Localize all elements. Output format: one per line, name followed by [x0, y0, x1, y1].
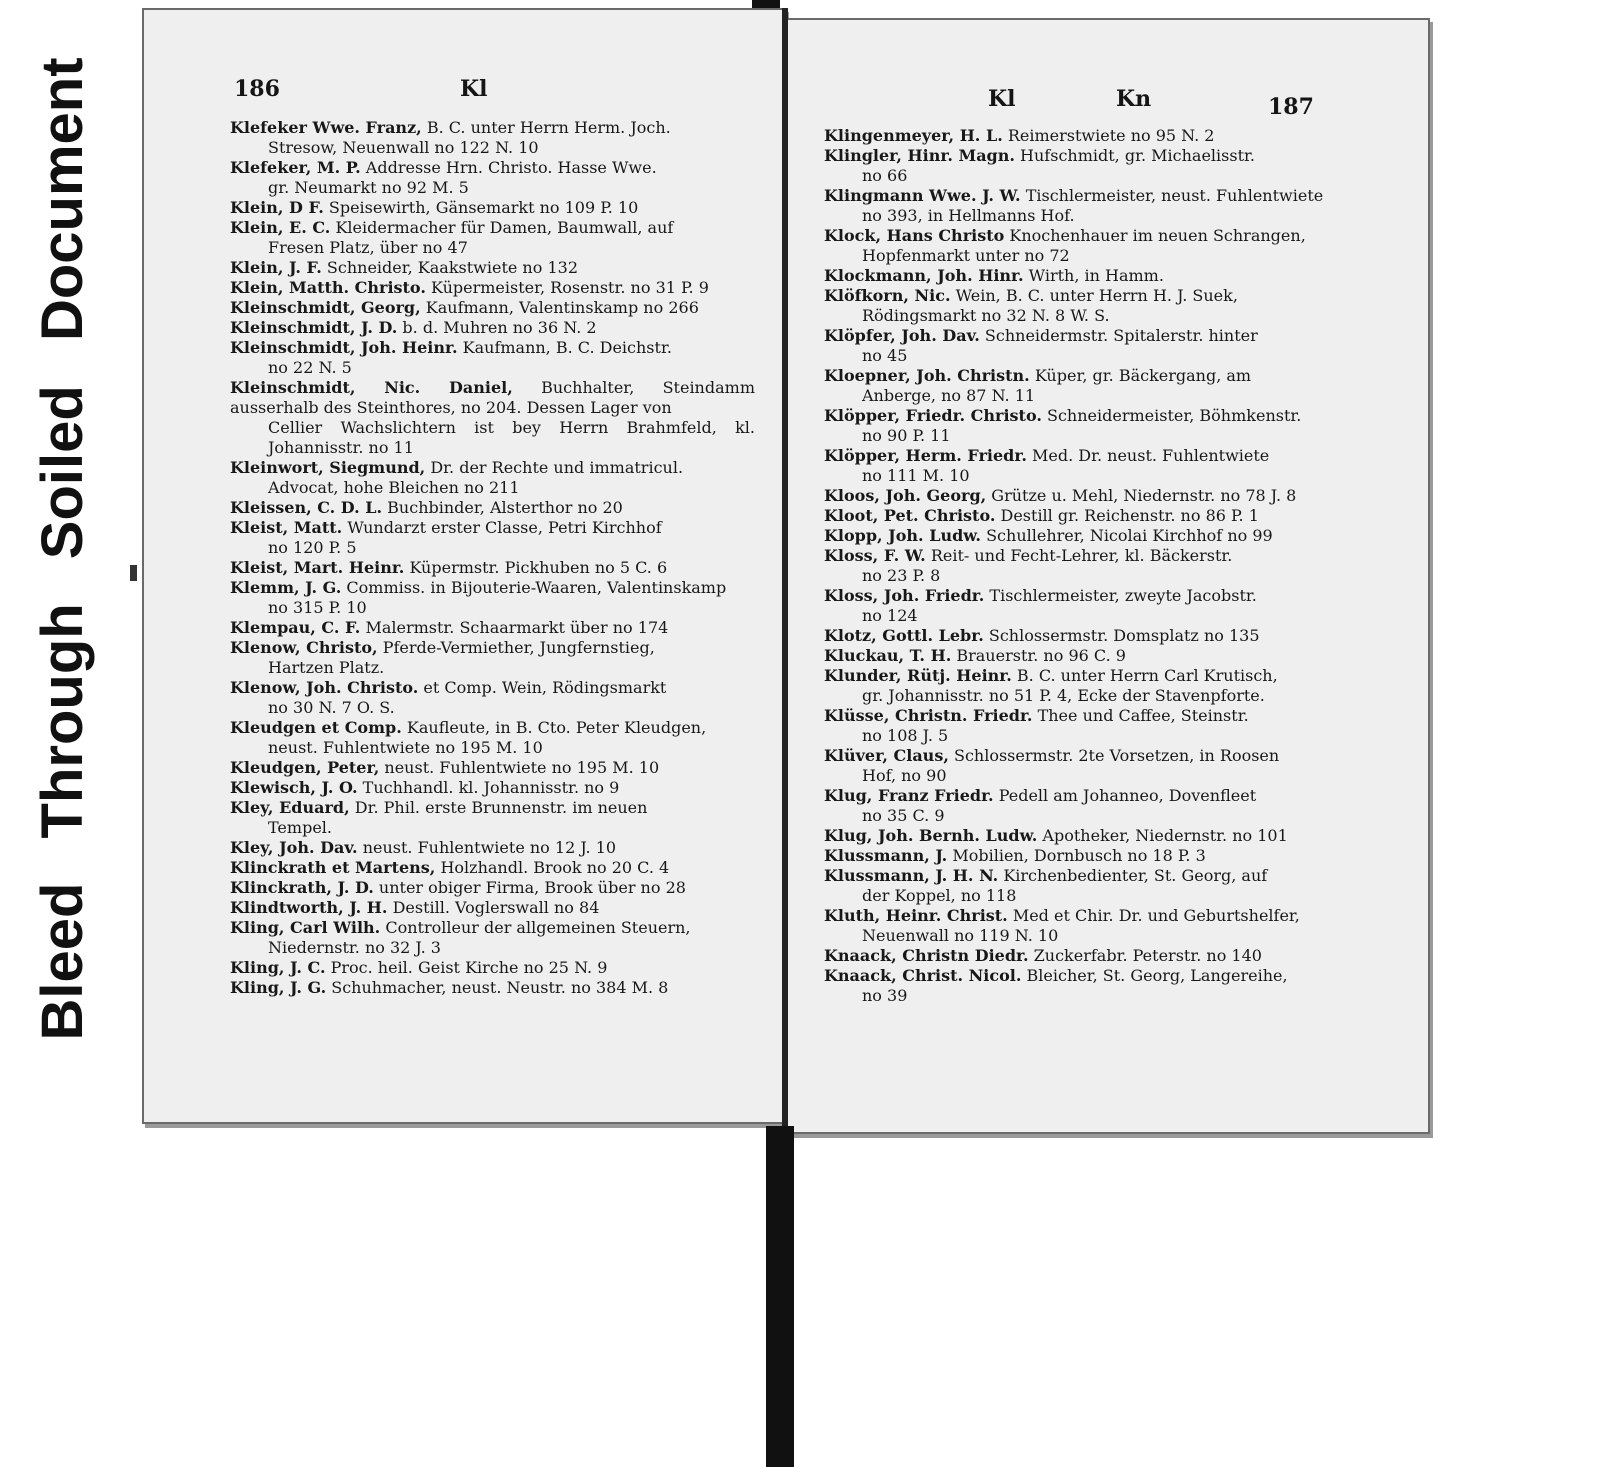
entry-text: Med et Chir. Dr. und Geburtshelfer,: [1012, 906, 1300, 925]
entry-first-line: [824, 626, 1348, 646]
directory-entry: [824, 526, 1348, 546]
directory-entry: [230, 258, 755, 278]
entry-name: Kling, J. G.: [230, 978, 327, 997]
directory-entry: [230, 298, 755, 318]
left-head-key: Kl: [460, 76, 488, 102]
entry-name: Kleinwort, Siegmund,: [230, 458, 426, 477]
entry-name: Kleudgen, Peter,: [230, 758, 380, 777]
entry-text: Wundarzt erster Classe, Petri Kirchhof: [347, 518, 662, 537]
entry-first-line: [230, 878, 755, 898]
entry-text: Pedell am Johanneo, Dovenfleet: [998, 786, 1257, 805]
entry-first-line: [230, 498, 755, 518]
entry-name: Klefeker Wwe. Franz,: [230, 118, 422, 137]
entry-first-line: [230, 338, 755, 358]
entry-text: Tischlermeister, neust. Fuhlentwiete: [1025, 186, 1324, 205]
entry-continuation: Tempel.: [268, 818, 332, 837]
directory-entry: [230, 618, 755, 638]
directory-entry: [824, 826, 1348, 846]
right-head-key-1: Kl: [988, 86, 1016, 112]
entry-text: Kleidermacher für Damen, Baumwall, auf: [335, 218, 674, 237]
spine-tab-bottom: [766, 1126, 794, 1467]
entry-text: Reimerstwiete no 95 N. 2: [1007, 126, 1215, 145]
entry-continuation: no 39: [862, 986, 908, 1005]
directory-entry: [824, 146, 1348, 186]
entry-name: Klotz, Gottl. Lebr.: [824, 626, 984, 645]
entry-first-line: [230, 378, 755, 418]
entry-first-line: [230, 318, 755, 338]
entry-text: Buchhalter, Steindamm ausserhalb des Steinthores, no 204. Dessen Lager von: [230, 378, 755, 417]
right-entry-list: [824, 126, 1348, 1006]
entry-continuation: no 22 N. 5: [268, 358, 352, 377]
entry-first-line: [230, 798, 755, 818]
entry-name: Kling, Carl Wilh.: [230, 918, 381, 937]
right-page-number: 187: [1268, 94, 1314, 120]
directory-entry: [824, 546, 1348, 586]
entry-first-line: [230, 298, 755, 318]
entry-name: Knaack, Christn Diedr.: [824, 946, 1029, 965]
entry-text: et Comp. Wein, Rödingsmarkt: [423, 678, 667, 697]
entry-continuation: Fresen Platz, über no 47: [268, 238, 468, 257]
directory-entry: [230, 838, 755, 858]
entry-text: neust. Fuhlentwiete no 12 J. 10: [362, 838, 617, 857]
right-page: [788, 18, 1430, 1134]
entry-first-line: [230, 518, 755, 538]
entry-text: Schneidermeister, Böhmkenstr.: [1047, 406, 1302, 425]
directory-entry: [824, 586, 1348, 626]
entry-name: Klinckrath, J. D.: [230, 878, 374, 897]
entry-continuation: Anberge, no 87 N. 11: [862, 386, 1036, 405]
entry-continuation: Hof, no 90: [862, 766, 947, 785]
entry-text: Buchbinder, Alsterthor no 20: [387, 498, 623, 517]
directory-entry: [230, 218, 755, 258]
entry-text: Schuhmacher, neust. Neustr. no 384 M. 8: [331, 978, 669, 997]
entry-name: Knaack, Christ. Nicol.: [824, 966, 1022, 985]
entry-text: Schneider, Kaakstwiete no 132: [326, 258, 578, 277]
entry-name: Klempau, C. F.: [230, 618, 361, 637]
directory-entry: [230, 758, 755, 778]
entry-text: Tischlermeister, zweyte Jacobstr.: [989, 586, 1257, 605]
entry-first-line: [824, 646, 1348, 666]
entry-continuation: no 315 P. 10: [268, 598, 367, 617]
entry-continuation: Niedernstr. no 32 J. 3: [268, 938, 441, 957]
entry-text: Brauerstr. no 96 C. 9: [956, 646, 1126, 665]
entry-first-line: [824, 366, 1348, 386]
left-page: [142, 8, 786, 1124]
entry-name: Klüver, Claus,: [824, 746, 949, 765]
directory-entry: [824, 866, 1348, 906]
directory-entry: [824, 406, 1348, 446]
entry-name: Klüsse, Christn. Friedr.: [824, 706, 1033, 725]
entry-continuation: Stresow, Neuenwall no 122 N. 10: [268, 138, 539, 157]
entry-text: Schneidermstr. Spitalerstr. hinter: [984, 326, 1258, 345]
side-label-text: Bleed Through Soiled Document: [30, 57, 95, 1041]
left-entry-list: [230, 118, 755, 998]
entry-name: Klöpper, Herm. Friedr.: [824, 446, 1027, 465]
entry-name: Klug, Franz Friedr.: [824, 786, 994, 805]
entry-continuation: gr. Neumarkt no 92 M. 5: [268, 178, 469, 197]
directory-entry: [230, 518, 755, 558]
entry-text: B. C. unter Herrn Herm. Joch.: [426, 118, 671, 137]
entry-text: Wein, B. C. unter Herrn H. J. Suek,: [955, 286, 1238, 305]
entry-text: neust. Fuhlentwiete no 195 M. 10: [384, 758, 660, 777]
left-running-head: [144, 72, 786, 108]
entry-text: Küpermstr. Pickhuben no 5 C. 6: [409, 558, 668, 577]
entry-continuation: der Koppel, no 118: [862, 886, 1017, 905]
entry-name: Kleinschmidt, Nic. Daniel,: [230, 378, 513, 397]
directory-entry: [824, 966, 1348, 1006]
entry-first-line: [824, 706, 1348, 726]
entry-name: Klein, Matth. Christo.: [230, 278, 426, 297]
entry-text: unter obiger Firma, Brook über no 28: [378, 878, 686, 897]
entry-continuation: gr. Johannisstr. no 51 P. 4, Ecke der Stavenpforte.: [862, 686, 1265, 705]
entry-name: Klenow, Joh. Christo.: [230, 678, 419, 697]
entry-first-line: [824, 966, 1348, 986]
entry-continuation: Hopfenmarkt unter no 72: [862, 246, 1070, 265]
entry-name: Kley, Joh. Dav.: [230, 838, 358, 857]
directory-entry: [230, 118, 755, 158]
entry-name: Kleist, Matt.: [230, 518, 343, 537]
entry-text: Grütze u. Mehl, Niedernstr. no 78 J. 8: [991, 486, 1297, 505]
entry-continuation: no 66: [862, 166, 908, 185]
entry-name: Klingmann Wwe. J. W.: [824, 186, 1021, 205]
entry-name: Klein, J. F.: [230, 258, 322, 277]
entry-text: Addresse Hrn. Christo. Hasse Wwe.: [365, 158, 657, 177]
entry-text: Küper, gr. Bäckergang, am: [1034, 366, 1252, 385]
entry-text: Destill gr. Reichenstr. no 86 P. 1: [1000, 506, 1259, 525]
entry-text: Proc. heil. Geist Kirche no 25 N. 9: [330, 958, 608, 977]
entry-first-line: [230, 158, 755, 178]
entry-first-line: [230, 618, 755, 638]
entry-text: Holzhandl. Brook no 20 C. 4: [440, 858, 670, 877]
entry-first-line: [824, 826, 1348, 846]
entry-first-line: [824, 486, 1348, 506]
directory-entry: [824, 366, 1348, 406]
entry-text: Knochenhauer im neuen Schrangen,: [1009, 226, 1306, 245]
entry-text: Hufschmidt, gr. Michaelisstr.: [1020, 146, 1255, 165]
right-running-head: [788, 82, 1428, 118]
entry-first-line: [824, 406, 1348, 426]
directory-entry: [230, 378, 755, 458]
directory-entry: [824, 906, 1348, 946]
open-book: [134, 8, 1448, 1130]
entry-name: Kloos, Joh. Georg,: [824, 486, 987, 505]
entry-name: Klenow, Christo,: [230, 638, 378, 657]
right-head-key-2: Kn: [1116, 86, 1152, 112]
directory-entry: [230, 278, 755, 298]
entry-text: Schlossermstr. Domsplatz no 135: [988, 626, 1260, 645]
directory-entry: [230, 978, 755, 998]
entry-first-line: [230, 278, 755, 298]
entry-name: Klunder, Rütj. Heinr.: [824, 666, 1012, 685]
entry-text: Kaufleute, in B. Cto. Peter Kleudgen,: [406, 718, 707, 737]
entry-text: Destill. Voglerswall no 84: [392, 898, 600, 917]
entry-text: Reit- und Fecht-Lehrer, kl. Bäckerstr.: [930, 546, 1233, 565]
entry-continuation: Neuenwall no 119 N. 10: [862, 926, 1059, 945]
entry-name: Klewisch, J. O.: [230, 778, 358, 797]
entry-first-line: [230, 258, 755, 278]
directory-entry: [824, 626, 1348, 646]
entry-text: Kaufmann, B. C. Deichstr.: [462, 338, 672, 357]
directory-entry: [230, 558, 755, 578]
entry-first-line: [230, 678, 755, 698]
entry-name: Klinckrath et Martens,: [230, 858, 436, 877]
entry-first-line: [824, 746, 1348, 766]
entry-name: Klefeker, M. P.: [230, 158, 361, 177]
entry-name: Kluth, Heinr. Christ.: [824, 906, 1008, 925]
directory-entry: [824, 746, 1348, 786]
entry-first-line: [824, 586, 1348, 606]
entry-name: Kloot, Pet. Christo.: [824, 506, 996, 525]
directory-entry: [824, 706, 1348, 746]
entry-text: Controlleur der allgemeinen Steuern,: [385, 918, 691, 937]
directory-entry: [230, 198, 755, 218]
directory-entry: [824, 786, 1348, 826]
entry-first-line: [230, 218, 755, 238]
directory-entry: [824, 266, 1348, 286]
left-page-number: 186: [234, 76, 280, 102]
directory-entry: [824, 126, 1348, 146]
entry-first-line: [824, 786, 1348, 806]
entry-first-line: [824, 906, 1348, 926]
directory-entry: [824, 326, 1348, 366]
directory-entry: [230, 858, 755, 878]
entry-first-line: [824, 186, 1348, 206]
entry-name: Klingler, Hinr. Magn.: [824, 146, 1015, 165]
entry-text: Speisewirth, Gänsemarkt no 109 P. 10: [328, 198, 639, 217]
entry-text: Thee und Caffee, Steinstr.: [1037, 706, 1249, 725]
directory-entry: [230, 318, 755, 338]
directory-entry: [824, 446, 1348, 486]
entry-name: Klein, E. C.: [230, 218, 331, 237]
entry-text: Malermstr. Schaarmarkt über no 174: [365, 618, 669, 637]
entry-text: B. C. unter Herrn Carl Krutisch,: [1016, 666, 1278, 685]
entry-first-line: [230, 898, 755, 918]
entry-name: Klussmann, J.: [824, 846, 948, 865]
entry-first-line: [824, 946, 1348, 966]
entry-text: Zuckerfabr. Peterstr. no 140: [1033, 946, 1262, 965]
entry-first-line: [824, 226, 1348, 246]
directory-entry: [230, 338, 755, 378]
directory-entry: [824, 666, 1348, 706]
entry-continuation: no 124: [862, 606, 918, 625]
directory-entry: [230, 718, 755, 758]
entry-continuation: no 30 N. 7 O. S.: [268, 698, 395, 717]
entry-text: Schlossermstr. 2te Vorsetzen, in Roosen: [953, 746, 1280, 765]
directory-entry: [230, 638, 755, 678]
entry-text: Apotheker, Niedernstr. no 101: [1042, 826, 1288, 845]
entry-name: Kley, Eduard,: [230, 798, 350, 817]
entry-text: Dr. Phil. erste Brunnenstr. im neuen: [354, 798, 648, 817]
entry-continuation: Rödingsmarkt no 32 N. 8 W. S.: [862, 306, 1110, 325]
entry-first-line: [230, 958, 755, 978]
entry-name: Klein, D F.: [230, 198, 324, 217]
entry-first-line: [230, 838, 755, 858]
entry-name: Kloss, F. W.: [824, 546, 926, 565]
directory-entry: [824, 946, 1348, 966]
entry-text: Tuchhandl. kl. Johannisstr. no 9: [362, 778, 620, 797]
entry-name: Klemm, J. G.: [230, 578, 342, 597]
entry-continuation: no 45: [862, 346, 908, 365]
entry-name: Kleinschmidt, J. D.: [230, 318, 398, 337]
directory-entry: [824, 186, 1348, 226]
side-label: [28, 45, 98, 1053]
entry-name: Klopp, Joh. Ludw.: [824, 526, 981, 545]
entry-text: Küpermeister, Rosenstr. no 31 P. 9: [430, 278, 709, 297]
entry-name: Klingenmeyer, H. L.: [824, 126, 1003, 145]
entry-name: Klöpfer, Joh. Dav.: [824, 326, 980, 345]
entry-name: Kleinschmidt, Georg,: [230, 298, 421, 317]
entry-first-line: [824, 846, 1348, 866]
directory-entry: [230, 578, 755, 618]
entry-first-line: [824, 266, 1348, 286]
directory-entry: [230, 898, 755, 918]
entry-first-line: [230, 778, 755, 798]
entry-first-line: [824, 446, 1348, 466]
entry-name: Kling, J. C.: [230, 958, 326, 977]
entry-text: Schullehrer, Nicolai Kirchhof no 99: [986, 526, 1273, 545]
entry-first-line: [230, 858, 755, 878]
entry-text: Commiss. in Bijouterie-Waaren, Valentinskamp: [346, 578, 727, 597]
directory-entry: [230, 498, 755, 518]
entry-continuation: no 120 P. 5: [268, 538, 357, 557]
entry-name: Klussmann, J. H. N.: [824, 866, 999, 885]
entry-first-line: [230, 758, 755, 778]
entry-name: Kleinschmidt, Joh. Heinr.: [230, 338, 458, 357]
directory-entry: [824, 486, 1348, 506]
directory-entry: [824, 646, 1348, 666]
entry-text: b. d. Muhren no 36 N. 2: [402, 318, 597, 337]
entry-first-line: [824, 146, 1348, 166]
entry-continuation: no 35 C. 9: [862, 806, 945, 825]
entry-text: Wirth, in Hamm.: [1028, 266, 1164, 285]
directory-entry: [230, 458, 755, 498]
entry-first-line: [230, 198, 755, 218]
entry-continuation: no 108 J. 5: [862, 726, 949, 745]
directory-entry: [230, 778, 755, 798]
directory-entry: [230, 678, 755, 718]
entry-continuation: no 393, in Hellmanns Hof.: [862, 206, 1075, 225]
entry-name: Kleudgen et Comp.: [230, 718, 402, 737]
entry-first-line: [824, 126, 1348, 146]
entry-text: Kirchenbedienter, St. Georg, auf: [1003, 866, 1268, 885]
entry-first-line: [230, 118, 755, 138]
entry-first-line: [824, 546, 1348, 566]
entry-first-line: [824, 506, 1348, 526]
entry-continuation: neust. Fuhlentwiete no 195 M. 10: [268, 738, 543, 757]
entry-first-line: [824, 326, 1348, 346]
entry-continuation: Cellier Wachslichtern ist bey Herrn Brahmfeld, kl. Johannisstr. no 11: [268, 418, 755, 457]
entry-continuation: Hartzen Platz.: [268, 658, 385, 677]
directory-entry: [824, 506, 1348, 526]
directory-entry: [230, 158, 755, 198]
entry-first-line: [230, 638, 755, 658]
entry-first-line: [824, 526, 1348, 546]
entry-continuation: no 111 M. 10: [862, 466, 970, 485]
entry-name: Klöpper, Friedr. Christo.: [824, 406, 1042, 425]
entry-continuation: no 90 P. 11: [862, 426, 951, 445]
entry-name: Kleist, Mart. Heinr.: [230, 558, 405, 577]
entry-continuation: Advocat, hohe Bleichen no 211: [268, 478, 520, 497]
entry-name: Kluckau, T. H.: [824, 646, 952, 665]
entry-first-line: [230, 458, 755, 478]
entry-name: Klockmann, Joh. Hinr.: [824, 266, 1024, 285]
entry-first-line: [230, 718, 755, 738]
entry-name: Kleissen, C. D. L.: [230, 498, 383, 517]
entry-text: Bleicher, St. Georg, Langereihe,: [1026, 966, 1288, 985]
entry-text: Mobilien, Dornbusch no 18 P. 3: [952, 846, 1206, 865]
entry-first-line: [230, 978, 755, 998]
entry-first-line: [230, 578, 755, 598]
entry-first-line: [230, 918, 755, 938]
directory-entry: [230, 918, 755, 958]
entry-name: Kloepner, Joh. Christn.: [824, 366, 1030, 385]
entry-text: Kaufmann, Valentinskamp no 266: [425, 298, 699, 317]
entry-first-line: [824, 866, 1348, 886]
entry-first-line: [230, 558, 755, 578]
entry-name: Klindtworth, J. H.: [230, 898, 388, 917]
entry-name: Klug, Joh. Bernh. Ludw.: [824, 826, 1038, 845]
directory-entry: [824, 286, 1348, 326]
entry-first-line: [824, 286, 1348, 306]
directory-entry: [824, 226, 1348, 266]
entry-text: Dr. der Rechte und immatricul.: [430, 458, 684, 477]
directory-entry: [824, 846, 1348, 866]
entry-text: Med. Dr. neust. Fuhlentwiete: [1032, 446, 1270, 465]
directory-entry: [230, 878, 755, 898]
entry-text: Pferde-Vermiether, Jungfernstieg,: [382, 638, 655, 657]
directory-entry: [230, 798, 755, 838]
directory-entry: [230, 958, 755, 978]
entry-name: Klock, Hans Christo: [824, 226, 1005, 245]
entry-first-line: [824, 666, 1348, 686]
entry-name: Klöfkorn, Nic.: [824, 286, 951, 305]
entry-continuation: no 23 P. 8: [862, 566, 941, 585]
entry-name: Kloss, Joh. Friedr.: [824, 586, 985, 605]
